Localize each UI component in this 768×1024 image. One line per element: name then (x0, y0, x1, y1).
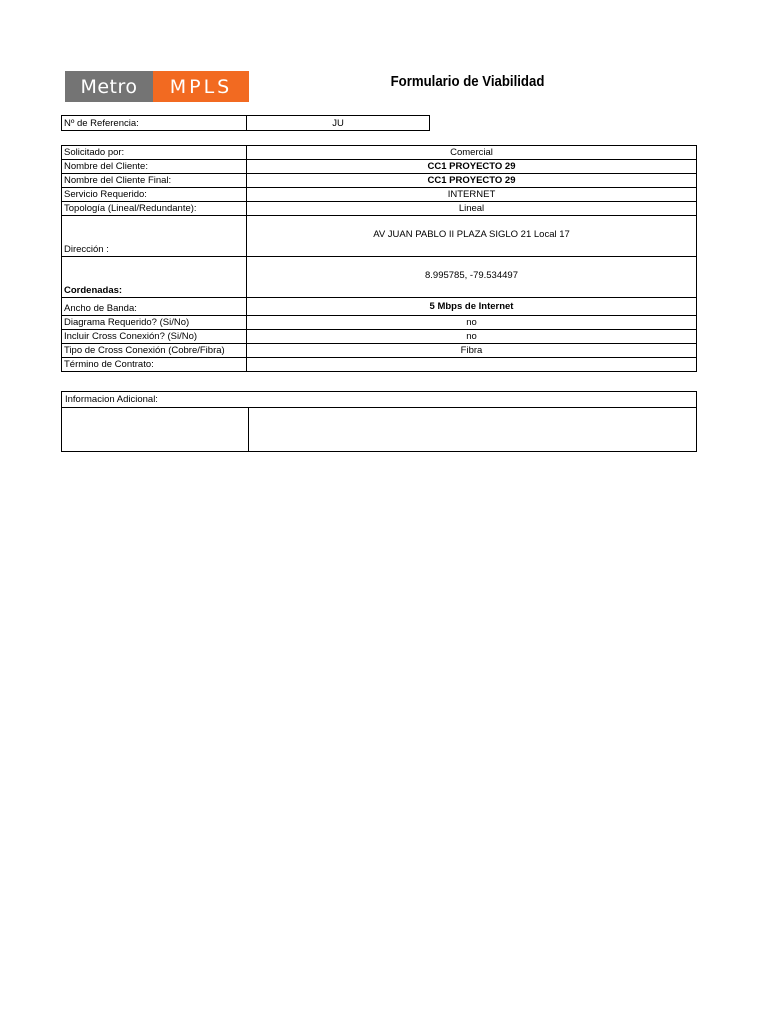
request-form-table (61, 145, 697, 372)
servicio-requerido-value[interactable]: INTERNET (247, 188, 697, 202)
servicio-requerido-label: Servicio Requerido: (62, 188, 247, 202)
reference-row (62, 116, 430, 131)
diagrama-requerido-label: Diagrama Requerido? (Si/No) (62, 316, 247, 330)
row-ancho-banda (62, 298, 697, 316)
additional-info-box (61, 391, 697, 452)
tipo-cross-conexion-value[interactable]: Fibra (247, 344, 697, 358)
reference-label: Nº de Referencia: (62, 116, 247, 131)
row-solicitado-por (62, 146, 697, 160)
row-nombre-cliente-final (62, 174, 697, 188)
row-diagrama-requerido (62, 316, 697, 330)
cordenadas-label: Cordenadas: (62, 257, 247, 298)
direccion-label: Dirección : (62, 216, 247, 257)
row-cordenadas (62, 257, 697, 298)
additional-info-divider (62, 407, 248, 408)
nombre-cliente-value[interactable]: CC1 PROYECTO 29 (247, 160, 697, 174)
topologia-value[interactable]: Lineal (247, 202, 697, 216)
diagrama-requerido-value[interactable]: no (247, 316, 697, 330)
tipo-cross-conexion-label: Tipo de Cross Conexión (Cobre/Fibra) (62, 344, 247, 358)
solicitado-por-label: Solicitado por: (62, 146, 247, 160)
topologia-label: Topología (Lineal/Redundante): (62, 202, 247, 216)
nombre-cliente-final-value[interactable]: CC1 PROYECTO 29 (247, 174, 697, 188)
form-title: Formulario de Viabilidad (390, 73, 545, 90)
additional-info-label: Informacion Adicional: (65, 394, 158, 405)
additional-info-field[interactable] (248, 407, 697, 452)
row-topologia (62, 202, 697, 216)
termino-contrato-value[interactable] (247, 358, 697, 372)
row-servicio-requerido (62, 188, 697, 202)
reference-value[interactable]: JU (247, 116, 430, 131)
termino-contrato-label: Término de Contrato: (62, 358, 247, 372)
row-termino-contrato (62, 358, 697, 372)
logo-metro-text: Metro (65, 71, 153, 102)
row-nombre-cliente (62, 160, 697, 174)
cordenadas-value[interactable]: 8.995785, -79.534497 (247, 257, 697, 298)
direccion-value[interactable]: AV JUAN PABLO II PLAZA SIGLO 21 Local 17 (247, 216, 697, 257)
nombre-cliente-final-label: Nombre del Cliente Final: (62, 174, 247, 188)
nombre-cliente-label: Nombre del Cliente: (62, 160, 247, 174)
metro-mpls-logo (65, 71, 249, 102)
ancho-banda-value[interactable]: 5 Mbps de Internet (247, 298, 697, 316)
cross-conexion-value[interactable]: no (247, 330, 697, 344)
row-direccion (62, 216, 697, 257)
reference-table (61, 115, 430, 131)
solicitado-por-value[interactable]: Comercial (247, 146, 697, 160)
cross-conexion-label: Incluir Cross Conexión? (Si/No) (62, 330, 247, 344)
logo-mpls-text: MPLS (153, 71, 249, 102)
ancho-banda-label: Ancho de Banda: (62, 298, 247, 316)
row-tipo-cross-conexion (62, 344, 697, 358)
row-cross-conexion (62, 330, 697, 344)
